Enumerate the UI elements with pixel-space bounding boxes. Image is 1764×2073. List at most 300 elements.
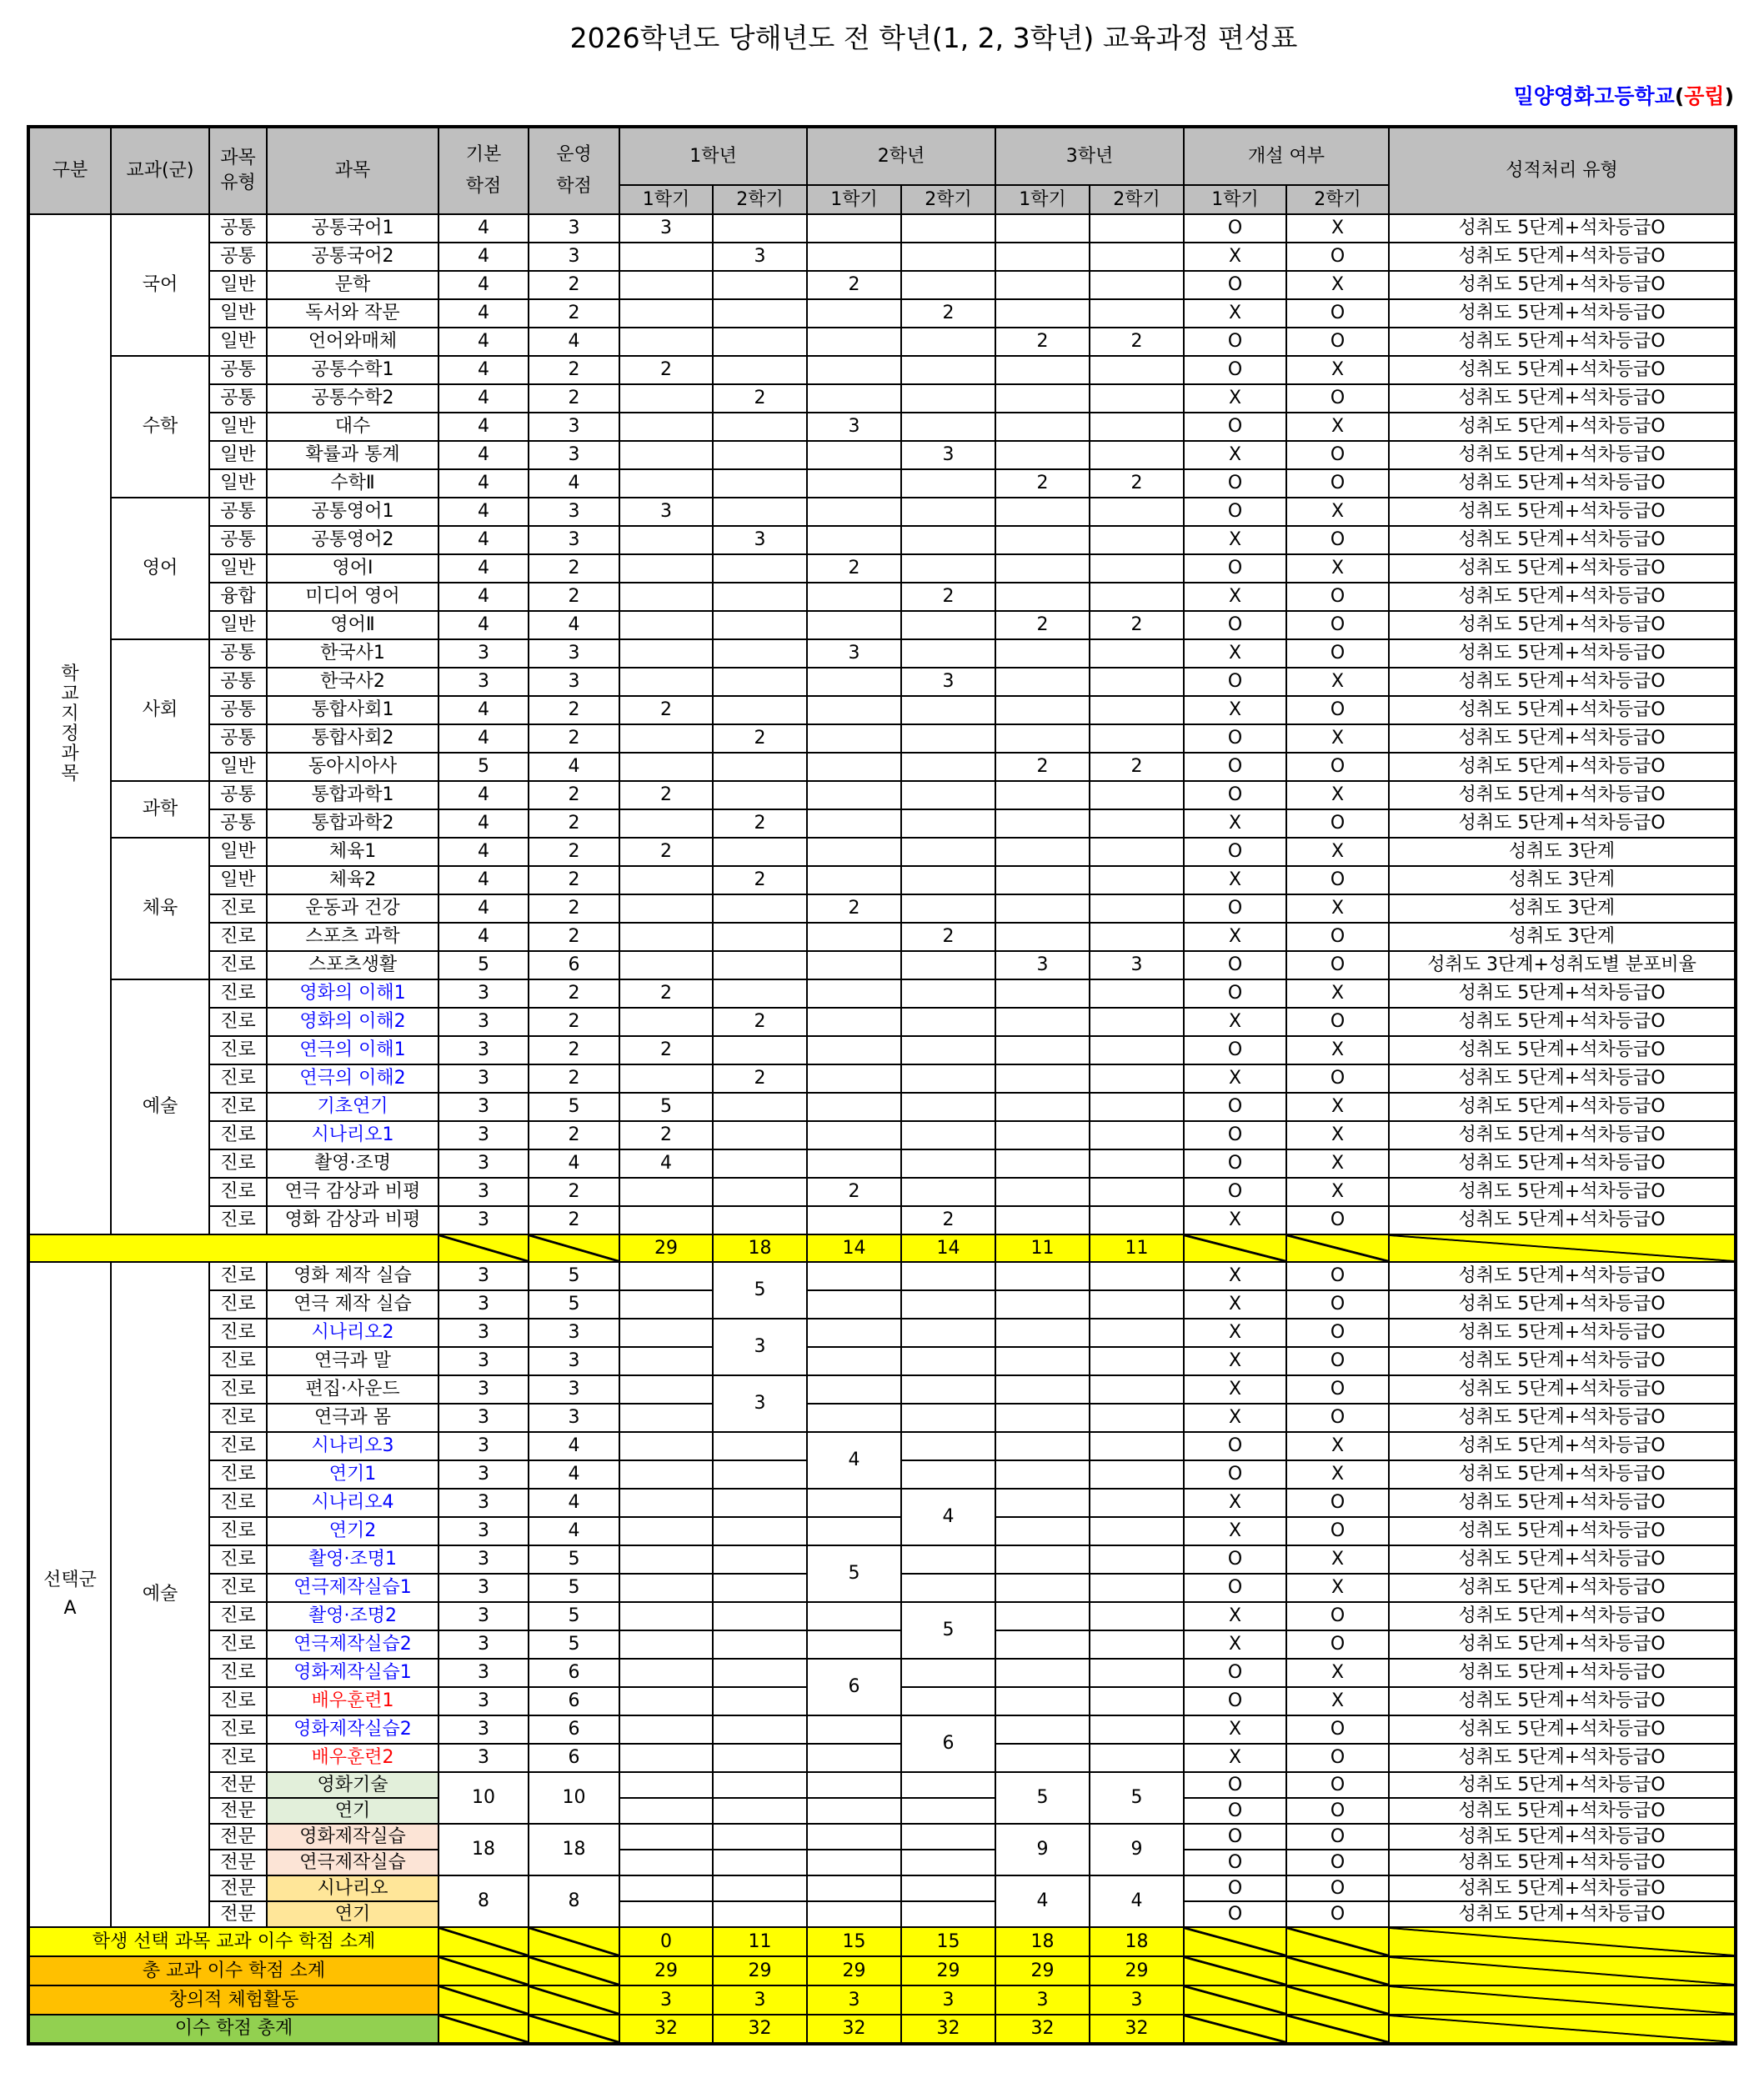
semester-credit bbox=[1090, 1149, 1184, 1178]
operating-credit: 2 bbox=[529, 866, 619, 894]
semester-credit bbox=[619, 1517, 713, 1545]
table-row bbox=[28, 951, 1736, 979]
table-row bbox=[28, 1432, 1736, 1460]
grading-type: 성취도 5단계+석차등급O bbox=[1389, 753, 1736, 781]
section1-total-value: 14 bbox=[807, 1234, 901, 1262]
semester-credit bbox=[807, 668, 901, 696]
subject-name: 연극 제작 실습 bbox=[267, 1290, 438, 1319]
base-credit: 3 bbox=[438, 1149, 529, 1178]
operating-credit: 3 bbox=[529, 668, 619, 696]
semester-credit bbox=[713, 753, 807, 781]
semester-credit-merged: 4 bbox=[1090, 1875, 1184, 1927]
semester-credit bbox=[995, 243, 1090, 271]
category-char: 지 bbox=[61, 704, 79, 724]
semester-credit bbox=[995, 1121, 1090, 1149]
section1-total-value: 18 bbox=[713, 1234, 807, 1262]
semester-credit bbox=[807, 838, 901, 866]
semester-credit bbox=[807, 328, 901, 356]
summary-value: 32 bbox=[713, 2015, 807, 2044]
semester-credit bbox=[901, 866, 995, 894]
category-char: 정 bbox=[61, 724, 79, 744]
diagonal-cell bbox=[1286, 1234, 1389, 1262]
summary-value: 32 bbox=[619, 2015, 713, 2044]
semester-credit bbox=[807, 1290, 901, 1319]
open-sem2: X bbox=[1286, 668, 1389, 696]
semester-credit: 2 bbox=[713, 724, 807, 753]
summary-row bbox=[28, 2015, 1736, 2044]
semester-credit bbox=[807, 951, 901, 979]
table-row bbox=[28, 1375, 1736, 1404]
semester-credit bbox=[1090, 781, 1184, 809]
semester-credit bbox=[619, 1875, 713, 1901]
semester-credit bbox=[807, 1149, 901, 1178]
semester-credit bbox=[995, 1630, 1090, 1659]
grading-type: 성취도 5단계+석차등급O bbox=[1389, 1404, 1736, 1432]
subject-type: 진로 bbox=[209, 1489, 267, 1517]
subject-type: 일반 bbox=[209, 866, 267, 894]
semester-credit: 2 bbox=[619, 979, 713, 1008]
section1-total-value: 11 bbox=[1090, 1234, 1184, 1262]
table-row bbox=[28, 1875, 1736, 1901]
open-sem2: O bbox=[1286, 1319, 1389, 1347]
school-name bbox=[1514, 82, 1734, 112]
summary-value: 18 bbox=[1090, 1927, 1184, 1956]
semester-credit bbox=[901, 1545, 995, 1574]
semester-credit bbox=[713, 1901, 807, 1927]
semester-credit: 3 bbox=[807, 639, 901, 668]
base-credit: 3 bbox=[438, 1744, 529, 1772]
semester-credit bbox=[619, 1772, 713, 1798]
semester-credit bbox=[995, 1178, 1090, 1206]
subject-group: 수학 bbox=[111, 356, 209, 498]
grading-type: 성취도 3단계+성취도별 분포비율 bbox=[1389, 951, 1736, 979]
semester-credit bbox=[995, 526, 1090, 554]
subject-name: 연기 bbox=[267, 1798, 438, 1824]
semester-credit bbox=[901, 1008, 995, 1036]
open-sem2: O bbox=[1286, 1008, 1389, 1036]
operating-credit: 6 bbox=[529, 1744, 619, 1772]
semester-credit bbox=[901, 951, 995, 979]
subject-type: 일반 bbox=[209, 299, 267, 328]
semester-credit: 2 bbox=[901, 1206, 995, 1234]
semester-credit bbox=[995, 271, 1090, 299]
header-subject-type-l2: 유형 bbox=[220, 173, 256, 193]
base-credit: 3 bbox=[438, 1517, 529, 1545]
semester-credit: 2 bbox=[619, 781, 713, 809]
table-row bbox=[28, 894, 1736, 923]
grading-type: 성취도 5단계+석차등급O bbox=[1389, 271, 1736, 299]
semester-credit bbox=[619, 1798, 713, 1824]
semester-credit-merged: 5 bbox=[713, 1262, 807, 1319]
semester-credit bbox=[619, 1460, 713, 1489]
semester-credit bbox=[1090, 1744, 1184, 1772]
summary-value: 29 bbox=[619, 1956, 713, 1985]
subject-type: 공통 bbox=[209, 384, 267, 413]
grading-type: 성취도 5단계+석차등급O bbox=[1389, 668, 1736, 696]
semester-credit bbox=[901, 413, 995, 441]
diagonal-cell bbox=[1286, 1956, 1389, 1985]
open-sem1: O bbox=[1184, 1901, 1286, 1927]
open-sem2: O bbox=[1286, 1262, 1389, 1290]
semester-credit bbox=[807, 469, 901, 498]
subject-type: 전문 bbox=[209, 1901, 267, 1927]
semester-credit bbox=[713, 1715, 807, 1744]
grading-type: 성취도 5단계+석차등급O bbox=[1389, 611, 1736, 639]
grading-type: 성취도 5단계+석차등급O bbox=[1389, 1206, 1736, 1234]
summary-label: 총 교과 이수 학점 소계 bbox=[28, 1956, 438, 1985]
table-row bbox=[28, 1262, 1736, 1290]
semester-credit bbox=[1090, 1545, 1184, 1574]
grading-type: 성취도 5단계+석차등급O bbox=[1389, 441, 1736, 469]
subject-name: 영화의 이해1 bbox=[267, 979, 438, 1008]
open-sem1: O bbox=[1184, 469, 1286, 498]
table-header bbox=[28, 127, 1736, 214]
grading-type: 성취도 5단계+석차등급O bbox=[1389, 356, 1736, 384]
table-row bbox=[28, 923, 1736, 951]
semester-credit bbox=[713, 328, 807, 356]
semester-credit bbox=[1090, 1178, 1184, 1206]
base-credit: 3 bbox=[438, 1036, 529, 1064]
semester-credit bbox=[713, 1798, 807, 1824]
base-credit: 4 bbox=[438, 526, 529, 554]
table-row bbox=[28, 1489, 1736, 1517]
open-sem1: X bbox=[1184, 1517, 1286, 1545]
base-credit: 4 bbox=[438, 923, 529, 951]
open-sem2: O bbox=[1286, 1517, 1389, 1545]
open-sem1: X bbox=[1184, 1489, 1286, 1517]
subject-name: 촬영·조명 bbox=[267, 1149, 438, 1178]
semester-credit bbox=[995, 1744, 1090, 1772]
grading-type: 성취도 5단계+석차등급O bbox=[1389, 1545, 1736, 1574]
semester-credit bbox=[901, 809, 995, 838]
table-row bbox=[28, 1602, 1736, 1630]
subject-name: 영어Ⅱ bbox=[267, 611, 438, 639]
semester-credit bbox=[901, 1064, 995, 1093]
semester-credit bbox=[619, 1744, 713, 1772]
semester-credit bbox=[807, 781, 901, 809]
section1-total-value: 14 bbox=[901, 1234, 995, 1262]
semester-credit bbox=[1090, 1262, 1184, 1290]
grading-type: 성취도 5단계+석차등급O bbox=[1389, 639, 1736, 668]
operating-credit: 18 bbox=[529, 1824, 619, 1875]
semester-credit bbox=[901, 1687, 995, 1715]
diagonal-cell bbox=[438, 2015, 529, 2044]
operating-credit: 4 bbox=[529, 1432, 619, 1460]
semester-credit bbox=[619, 611, 713, 639]
school-name-text: 밀양영화고등학교 bbox=[1513, 84, 1675, 108]
semester-credit bbox=[807, 1347, 901, 1375]
base-credit: 4 bbox=[438, 214, 529, 243]
base-credit: 4 bbox=[438, 271, 529, 299]
semester-credit bbox=[1090, 866, 1184, 894]
summary-value: 29 bbox=[901, 1956, 995, 1985]
operating-credit: 3 bbox=[529, 214, 619, 243]
table-row bbox=[28, 1008, 1736, 1036]
semester-credit bbox=[901, 271, 995, 299]
operating-credit: 4 bbox=[529, 469, 619, 498]
open-sem2: X bbox=[1286, 1036, 1389, 1064]
open-sem1: O bbox=[1184, 1460, 1286, 1489]
semester-credit bbox=[901, 384, 995, 413]
semester-credit bbox=[1090, 1460, 1184, 1489]
subject-name: 시나리오 bbox=[267, 1875, 438, 1901]
subject-name: 공통영어1 bbox=[267, 498, 438, 526]
open-sem2: O bbox=[1286, 753, 1389, 781]
semester-credit bbox=[619, 1901, 713, 1927]
semester-credit bbox=[619, 299, 713, 328]
base-credit: 3 bbox=[438, 1432, 529, 1460]
summary-value: 15 bbox=[807, 1927, 901, 1956]
operating-credit: 4 bbox=[529, 328, 619, 356]
semester-credit bbox=[807, 1121, 901, 1149]
semester-credit: 2 bbox=[1090, 328, 1184, 356]
semester-credit bbox=[901, 498, 995, 526]
base-credit: 4 bbox=[438, 243, 529, 271]
grading-type: 성취도 5단계+석차등급O bbox=[1389, 979, 1736, 1008]
open-sem2: X bbox=[1286, 413, 1389, 441]
base-credit: 3 bbox=[438, 1262, 529, 1290]
base-credit: 5 bbox=[438, 753, 529, 781]
base-credit: 4 bbox=[438, 413, 529, 441]
operating-credit: 2 bbox=[529, 894, 619, 923]
subject-name: 한국사1 bbox=[267, 639, 438, 668]
semester-credit bbox=[901, 639, 995, 668]
semester-credit bbox=[713, 413, 807, 441]
base-credit: 4 bbox=[438, 866, 529, 894]
semester-credit: 2 bbox=[619, 1036, 713, 1064]
diagonal-cell bbox=[438, 1234, 529, 1262]
semester-credit bbox=[901, 611, 995, 639]
open-sem1: O bbox=[1184, 1875, 1286, 1901]
semester-credit bbox=[619, 668, 713, 696]
table-row bbox=[28, 469, 1736, 498]
semester-credit bbox=[901, 894, 995, 923]
summary-row bbox=[28, 1985, 1736, 2015]
school-paren-open: ( bbox=[1674, 84, 1685, 108]
grading-type: 성취도 5단계+석차등급O bbox=[1389, 1178, 1736, 1206]
subject-type: 진로 bbox=[209, 894, 267, 923]
operating-credit: 2 bbox=[529, 781, 619, 809]
base-credit: 4 bbox=[438, 611, 529, 639]
subject-type: 공통 bbox=[209, 356, 267, 384]
subject-type: 융합 bbox=[209, 583, 267, 611]
open-sem1: O bbox=[1184, 498, 1286, 526]
header-semester-grade1-2: 2학기 bbox=[713, 185, 807, 214]
summary-value: 32 bbox=[807, 2015, 901, 2044]
semester-credit-merged: 4 bbox=[807, 1432, 901, 1489]
semester-credit: 3 bbox=[713, 243, 807, 271]
open-sem1: O bbox=[1184, 1121, 1286, 1149]
subject-type: 진로 bbox=[209, 1659, 267, 1687]
table-row bbox=[28, 1347, 1736, 1375]
grading-type: 성취도 5단계+석차등급O bbox=[1389, 498, 1736, 526]
semester-credit bbox=[995, 1517, 1090, 1545]
subject-name: 통합과학1 bbox=[267, 781, 438, 809]
semester-credit bbox=[995, 1206, 1090, 1234]
grading-type: 성취도 5단계+석차등급O bbox=[1389, 1093, 1736, 1121]
semester-credit bbox=[619, 554, 713, 583]
semester-credit bbox=[619, 866, 713, 894]
semester-credit bbox=[995, 1432, 1090, 1460]
operating-credit: 8 bbox=[529, 1875, 619, 1927]
curriculum-table bbox=[27, 125, 1737, 2045]
subject-type: 일반 bbox=[209, 328, 267, 356]
operating-credit: 4 bbox=[529, 611, 619, 639]
grading-type: 성취도 3단계 bbox=[1389, 894, 1736, 923]
semester-credit: 4 bbox=[619, 1149, 713, 1178]
semester-credit bbox=[1090, 1404, 1184, 1432]
subject-name: 연극 감상과 비평 bbox=[267, 1178, 438, 1206]
header-op-credit-l2: 학점 bbox=[556, 176, 592, 197]
semester-credit bbox=[1090, 243, 1184, 271]
semester-credit bbox=[995, 1659, 1090, 1687]
open-sem2: O bbox=[1286, 1772, 1389, 1798]
semester-credit bbox=[619, 1489, 713, 1517]
operating-credit: 5 bbox=[529, 1545, 619, 1574]
semester-credit bbox=[619, 1545, 713, 1574]
table-row bbox=[28, 1798, 1736, 1824]
open-sem2: O bbox=[1286, 1901, 1389, 1927]
summary-row bbox=[28, 1927, 1736, 1956]
grading-type: 성취도 5단계+석차등급O bbox=[1389, 809, 1736, 838]
open-sem2: X bbox=[1286, 1574, 1389, 1602]
grading-type: 성취도 5단계+석차등급O bbox=[1389, 1489, 1736, 1517]
subject-type: 진로 bbox=[209, 1206, 267, 1234]
table-row bbox=[28, 1772, 1736, 1798]
table-row bbox=[28, 1064, 1736, 1093]
operating-credit: 2 bbox=[529, 1008, 619, 1036]
subject-name: 연극제작실습 bbox=[267, 1850, 438, 1875]
open-sem1: O bbox=[1184, 724, 1286, 753]
semester-credit bbox=[713, 979, 807, 1008]
open-sem1: O bbox=[1184, 1574, 1286, 1602]
school-kind: 공립 bbox=[1684, 84, 1725, 108]
open-sem2: O bbox=[1286, 583, 1389, 611]
semester-credit bbox=[1090, 441, 1184, 469]
subject-name: 기초연기 bbox=[267, 1093, 438, 1121]
header-op-credit-l1: 운영 bbox=[556, 144, 592, 165]
open-sem1: X bbox=[1184, 1715, 1286, 1744]
semester-credit bbox=[713, 1824, 807, 1850]
table-row bbox=[28, 1149, 1736, 1178]
subject-type: 진로 bbox=[209, 1319, 267, 1347]
open-sem2: O bbox=[1286, 639, 1389, 668]
semester-credit: 2 bbox=[901, 583, 995, 611]
subject-group: 과학 bbox=[111, 781, 209, 838]
semester-credit bbox=[1090, 1121, 1184, 1149]
semester-credit bbox=[807, 1206, 901, 1234]
open-sem1: X bbox=[1184, 1630, 1286, 1659]
semester-credit bbox=[619, 1347, 713, 1375]
semester-credit bbox=[619, 1850, 713, 1875]
base-credit: 18 bbox=[438, 1824, 529, 1875]
semester-credit bbox=[1090, 1715, 1184, 1744]
header-base-credit-l2: 학점 bbox=[465, 176, 502, 197]
semester-credit bbox=[807, 526, 901, 554]
semester-credit bbox=[901, 1149, 995, 1178]
base-credit: 8 bbox=[438, 1875, 529, 1927]
semester-credit bbox=[1090, 1008, 1184, 1036]
operating-credit: 2 bbox=[529, 838, 619, 866]
operating-credit: 3 bbox=[529, 413, 619, 441]
operating-credit: 4 bbox=[529, 1460, 619, 1489]
subject-type: 진로 bbox=[209, 1545, 267, 1574]
open-sem1: O bbox=[1184, 1036, 1286, 1064]
semester-credit bbox=[1090, 1290, 1184, 1319]
semester-credit bbox=[713, 1432, 807, 1460]
open-sem1: O bbox=[1184, 753, 1286, 781]
semester-credit bbox=[713, 1206, 807, 1234]
semester-credit bbox=[995, 1687, 1090, 1715]
semester-credit-merged: 9 bbox=[995, 1824, 1090, 1875]
base-credit: 4 bbox=[438, 894, 529, 923]
semester-credit bbox=[713, 554, 807, 583]
diagonal-cell bbox=[1389, 1956, 1736, 1985]
base-credit: 4 bbox=[438, 781, 529, 809]
semester-credit bbox=[807, 441, 901, 469]
grading-type: 성취도 5단계+석차등급O bbox=[1389, 1901, 1736, 1927]
semester-credit bbox=[995, 1262, 1090, 1290]
table-row bbox=[28, 1206, 1736, 1234]
semester-credit bbox=[713, 1489, 807, 1517]
summary-value: 18 bbox=[995, 1927, 1090, 1956]
subject-name: 연극제작실습1 bbox=[267, 1574, 438, 1602]
semester-credit bbox=[1090, 1319, 1184, 1347]
operating-credit: 2 bbox=[529, 554, 619, 583]
open-sem2: O bbox=[1286, 469, 1389, 498]
semester-credit bbox=[713, 1036, 807, 1064]
semester-credit bbox=[901, 781, 995, 809]
subject-type: 진로 bbox=[209, 1715, 267, 1744]
table-row bbox=[28, 639, 1736, 668]
diagonal-cell bbox=[1389, 1927, 1736, 1956]
subject-name: 운동과 건강 bbox=[267, 894, 438, 923]
operating-credit: 2 bbox=[529, 299, 619, 328]
subject-name: 편집·사운드 bbox=[267, 1375, 438, 1404]
subject-name: 시나리오1 bbox=[267, 1121, 438, 1149]
header-grade3: 3학년 bbox=[995, 127, 1184, 185]
operating-credit: 2 bbox=[529, 809, 619, 838]
grading-type: 성취도 5단계+석차등급O bbox=[1389, 328, 1736, 356]
table-row bbox=[28, 554, 1736, 583]
header-open-status: 개설 여부 bbox=[1184, 127, 1389, 185]
semester-credit bbox=[901, 1121, 995, 1149]
base-credit: 4 bbox=[438, 724, 529, 753]
semester-credit: 2 bbox=[619, 838, 713, 866]
open-sem2: O bbox=[1286, 923, 1389, 951]
semester-credit bbox=[1090, 1489, 1184, 1517]
operating-credit: 2 bbox=[529, 1206, 619, 1234]
semester-credit bbox=[901, 214, 995, 243]
open-sem1: X bbox=[1184, 243, 1286, 271]
semester-credit: 3 bbox=[901, 441, 995, 469]
subject-type: 진로 bbox=[209, 1008, 267, 1036]
subject-name: 언어와매체 bbox=[267, 328, 438, 356]
summary-value: 29 bbox=[1090, 1956, 1184, 1985]
subject-type: 진로 bbox=[209, 1064, 267, 1093]
semester-credit bbox=[995, 1290, 1090, 1319]
semester-credit bbox=[713, 469, 807, 498]
subject-name: 영화제작실습2 bbox=[267, 1715, 438, 1744]
grading-type: 성취도 5단계+석차등급O bbox=[1389, 1375, 1736, 1404]
semester-credit bbox=[995, 1489, 1090, 1517]
semester-credit bbox=[995, 299, 1090, 328]
semester-credit bbox=[901, 356, 995, 384]
operating-credit: 5 bbox=[529, 1602, 619, 1630]
semester-credit bbox=[619, 1715, 713, 1744]
open-sem1: X bbox=[1184, 1602, 1286, 1630]
operating-credit: 3 bbox=[529, 639, 619, 668]
